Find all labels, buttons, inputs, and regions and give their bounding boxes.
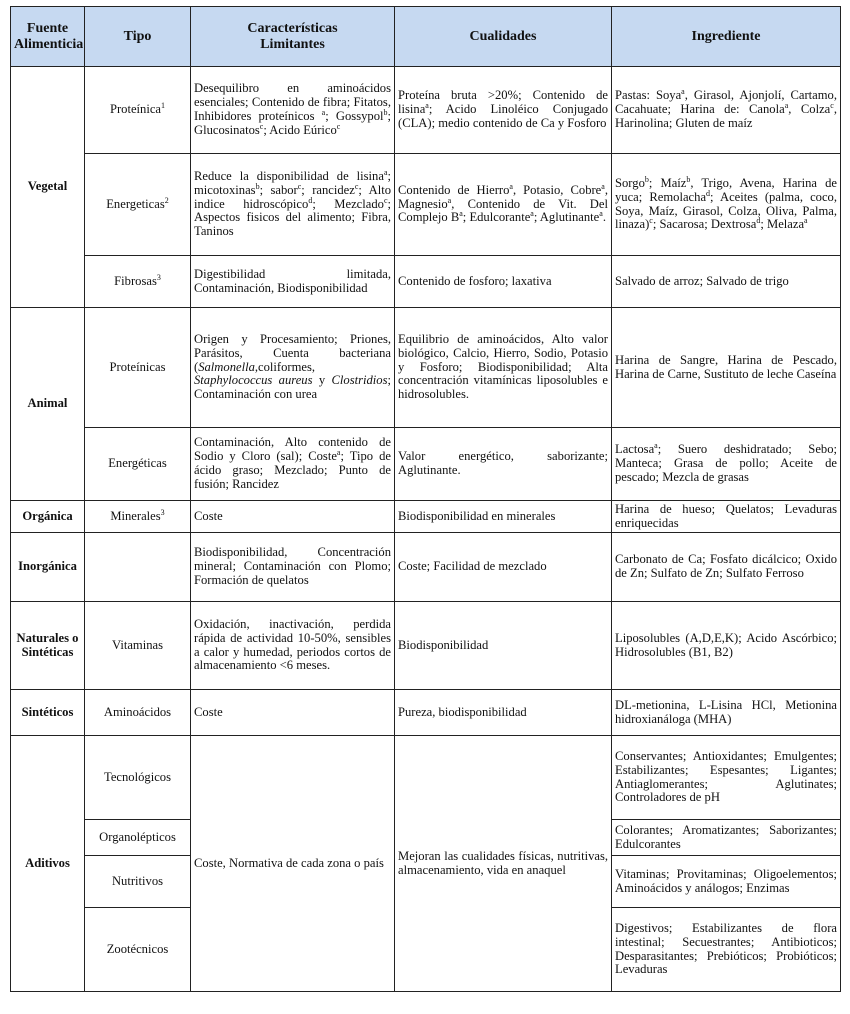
caracteristicas-cell: Digestibilidad limitada, Contaminación, Biodisponibilidad bbox=[191, 256, 395, 308]
cualidades-cell: Proteína bruta >20%; Contenido de lisina$^a$; Acido Linoléico Conjugado (CLA); medio contenido de Ca y Fosforo bbox=[395, 67, 612, 154]
ingrediente-cell: Digestivos; Estabilizantes de flora intestinal; Secuestrantes; Antibioticos; Desparasitantes; Prebióticos; Probióticos; Levaduras bbox=[612, 908, 841, 992]
ingrediente-cell: Vitaminas; Provitaminas; Oligoelementos; Aminoácidos y análogos; Enzimas bbox=[612, 856, 841, 908]
cualidades-cell: Pureza, biodisponibilidad bbox=[395, 690, 612, 736]
ingrediente-cell: Sorgo$^b$; Maíz$^b$, Trigo, Avena, Harina de yuca; Remolacha$^d$; Aceites (palma, coco, Soya, Maíz, Girasol, Colza, Oliva, Palma, linaza)$^c$; Sacarosa; Dextrosa$^d$; Melaza$^a$ bbox=[612, 154, 841, 256]
table-row bbox=[11, 602, 841, 690]
tipo-cell: Organolépticos bbox=[85, 820, 191, 856]
tipo-cell: Proteínicas bbox=[85, 308, 191, 428]
cualidades-cell: Valor energético, saborizante; Aglutinante. bbox=[395, 428, 612, 501]
ingrediente-cell: Harina de hueso; Quelatos; Levaduras enriquecidas bbox=[612, 501, 841, 533]
ingrediente-cell: Conservantes; Antioxidantes; Emulgentes; Estabilizantes; Espesantes; Ligantes; Antiaglomerantes; Aglutinates; Controladores de pH bbox=[612, 736, 841, 820]
tipo-cell: Aminoácidos bbox=[85, 690, 191, 736]
ingrediente-cell: Colorantes; Aromatizantes; Saborizantes; Edulcorantes bbox=[612, 820, 841, 856]
caracteristicas-cell: Coste, Normativa de cada zona o país bbox=[191, 736, 395, 992]
ingrediente-cell: DL-metionina, L-Lisina HCl, Metionina hidroxianáloga (MHA) bbox=[612, 690, 841, 736]
cualidades-cell: Contenido de fosforo; laxativa bbox=[395, 256, 612, 308]
ingrediente-cell: Harina de Sangre, Harina de Pescado, Harina de Carne, Sustituto de leche Caseína bbox=[612, 308, 841, 428]
table-row bbox=[11, 533, 841, 602]
table-row bbox=[11, 736, 841, 820]
cualidades-cell: Equilibrio de aminoácidos, Alto valor biológico, Calcio, Hierro, Sodio, Potasio y Fosforo; Biodisponibilidad; Alta concentración vitamínicas liposolubles e hidrosolubles. bbox=[395, 308, 612, 428]
document-page bbox=[10, 6, 840, 992]
header-cualidades: Cualidades bbox=[395, 7, 612, 67]
tipo-cell bbox=[85, 533, 191, 602]
ingrediente-cell: Pastas: Soya$^a$, Girasol, Ajonjolí, Cartamo, Cacahuate; Harina de: Canola$^a$, Colza$^c$, Harinolina; Gluten de maíz bbox=[612, 67, 841, 154]
tipo-cell: Tecnológicos bbox=[85, 736, 191, 820]
caracteristicas-cell: Coste bbox=[191, 501, 395, 533]
tipo-cell: Fibrosas$^3$ bbox=[85, 256, 191, 308]
group-sinteticos: Sintéticos bbox=[11, 690, 85, 736]
group-vegetal: Vegetal bbox=[11, 67, 85, 308]
table-row bbox=[11, 690, 841, 736]
header-caracteristicas: Características Limitantes bbox=[191, 7, 395, 67]
table-row bbox=[11, 428, 841, 501]
table-row bbox=[11, 154, 841, 256]
ingrediente-cell: Salvado de arroz; Salvado de trigo bbox=[612, 256, 841, 308]
ingrediente-cell: Liposolubles (A,D,E,K); Acido Ascórbico; Hidrosolubles (B1, B2) bbox=[612, 602, 841, 690]
header-fuente: Fuente Alimenticia bbox=[11, 7, 85, 67]
tipo-cell: Energéticas bbox=[85, 428, 191, 501]
caracteristicas-cell: Oxidación, inactivación, perdida rápida de actividad 10-50%, sensibles a calor y humedad, periodos cortos de almacenamiento <6 meses. bbox=[191, 602, 395, 690]
header-tipo: Tipo bbox=[85, 7, 191, 67]
group-animal: Animal bbox=[11, 308, 85, 501]
group-organica: Orgánica bbox=[11, 501, 85, 533]
header-row bbox=[11, 7, 841, 67]
group-inorganica: Inorgánica bbox=[11, 533, 85, 602]
ingrediente-cell: Carbonato de Ca; Fosfato dicálcico; Oxido de Zn; Sulfato de Zn; Sulfato Ferroso bbox=[612, 533, 841, 602]
tipo-cell: Energeticas$^2$ bbox=[85, 154, 191, 256]
caracteristicas-cell: Coste bbox=[191, 690, 395, 736]
cualidades-cell: Biodisponibilidad en minerales bbox=[395, 501, 612, 533]
tipo-cell: Proteínica$^1$ bbox=[85, 67, 191, 154]
header-ingrediente: Ingrediente bbox=[612, 7, 841, 67]
caracteristicas-cell: Contaminación, Alto contenido de Sodio y Cloro (sal); Coste$^a$; Tipo de ácido graso; Mezclado; Punto de fusión; Rancidez bbox=[191, 428, 395, 501]
cualidades-cell: Contenido de Hierro$^a$, Potasio, Cobre$^a$, Magnesio$^a$, Contenido de Vit. Del Complejo $B^a$; Edulcorante$^a$; Aglutinante$^a$. bbox=[395, 154, 612, 256]
table-row bbox=[11, 67, 841, 154]
cualidades-cell: Coste; Facilidad de mezclado bbox=[395, 533, 612, 602]
tipo-cell: Vitaminas bbox=[85, 602, 191, 690]
table-row bbox=[11, 501, 841, 533]
cualidades-cell: Mejoran las cualidades físicas, nutritivas, almacenamiento, vida en anaquel bbox=[395, 736, 612, 992]
caracteristicas-cell: Desequilibro en aminoácidos esenciales; Contenido de fibra; Fitatos, Inhibidores proteínicos $^a$; Gossypol$^b$; Glucosinatos$^c$; Acido Eúrico$^c$ bbox=[191, 67, 395, 154]
tipo-cell: Nutritivos bbox=[85, 856, 191, 908]
feed-ingredients-table bbox=[10, 6, 841, 992]
caracteristicas-cell: Biodisponibilidad, Concentración mineral; Contaminación con Plomo; Formación de quelatos bbox=[191, 533, 395, 602]
group-naturales: Naturales o Sintéticas bbox=[11, 602, 85, 690]
table-row bbox=[11, 308, 841, 428]
cualidades-cell: Biodisponibilidad bbox=[395, 602, 612, 690]
table-row bbox=[11, 256, 841, 308]
group-aditivos: Aditivos bbox=[11, 736, 85, 992]
tipo-cell: Minerales$^3$ bbox=[85, 501, 191, 533]
caracteristicas-cell: Origen y Procesamiento; Priones, Parásitos, Cuenta bacteriana (Salmonella,coliformes, Staphylococcus aureus y Clostridios; Contaminación con urea bbox=[191, 308, 395, 428]
ingrediente-cell: Lactosa$^a$; Suero deshidratado; Sebo; Manteca; Grasa de pollo; Aceite de pescado; Mezcla de grasas bbox=[612, 428, 841, 501]
caracteristicas-cell: Reduce la disponibilidad de lisina$^a$; micotoxinas$^b$; sabor$^c$; rancidez$^c$; Alto indice hidroscópico$^d$; Mezclado$^c$; Aspectos fisicos del alimento; Fibra, Taninos bbox=[191, 154, 395, 256]
tipo-cell: Zootécnicos bbox=[85, 908, 191, 992]
